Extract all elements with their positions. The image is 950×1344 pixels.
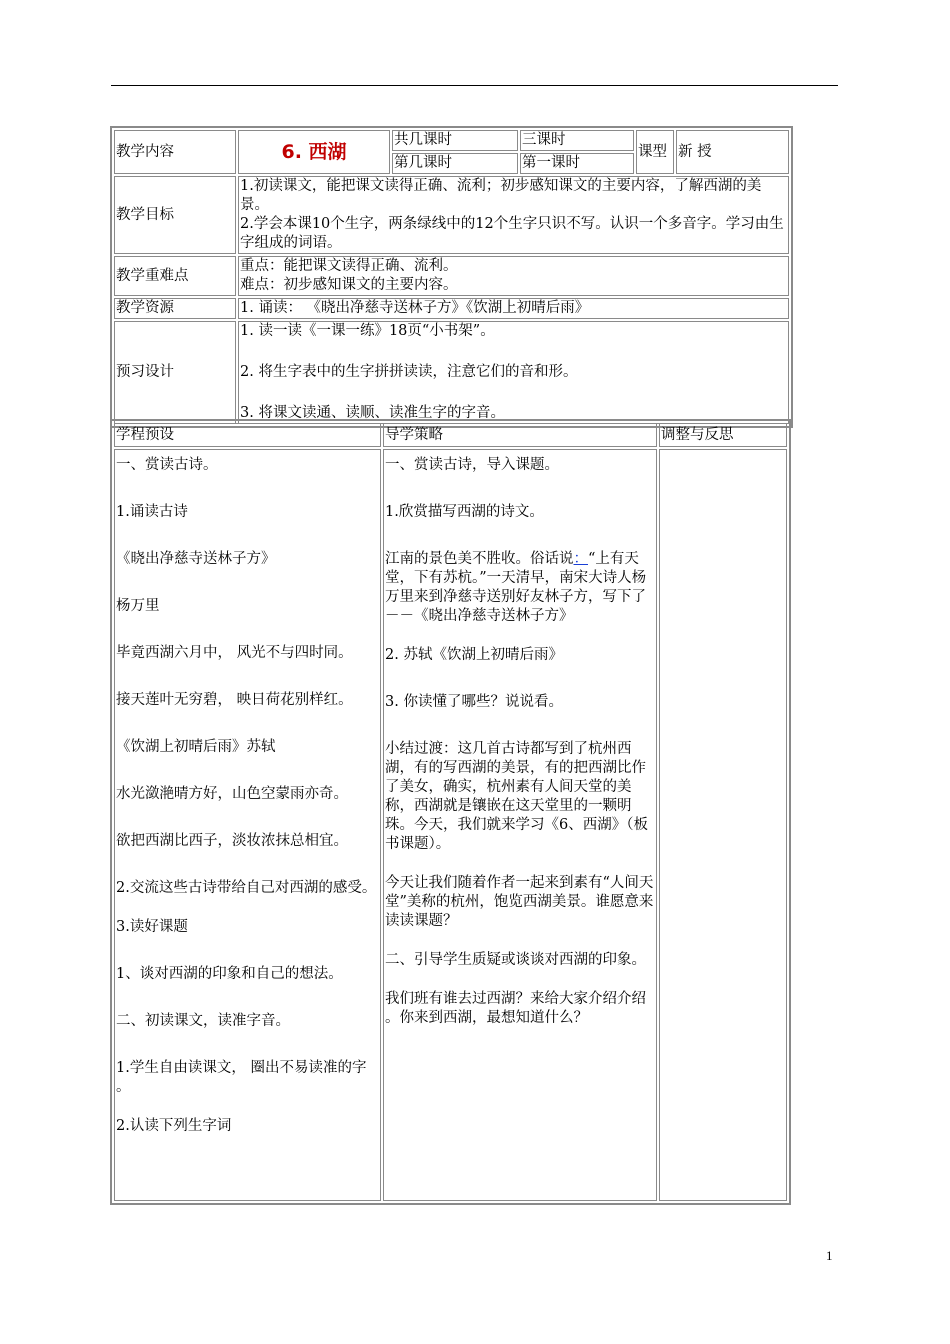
resource-label: 教学资源	[114, 298, 236, 319]
strategy-paragraph: 二、引导学生质疑或谈谈对西湖的印象。	[385, 952, 646, 968]
process-line: 2.认读下列生字词	[116, 1118, 232, 1134]
process-line: 杨万里	[116, 598, 160, 614]
preview-item-3: 3. 将课文读通、读顺、读准生字的字音。	[240, 405, 505, 421]
strategy-paragraph: 一、赏读古诗，导入课题。	[385, 457, 559, 473]
strategy-column	[383, 449, 657, 1201]
plan-header-process: 学程预设	[114, 423, 381, 447]
total-hours-label: 共几课时	[392, 130, 518, 151]
preview-item-2: 2. 将生字表中的生字拼拼读读，注意它们的音和形。	[240, 364, 578, 380]
goals-cell	[238, 176, 789, 254]
header-rule	[111, 85, 838, 86]
lesson-meta-table	[110, 126, 793, 428]
hard-point: 难点：初步感知课文的主要内容。	[240, 277, 458, 293]
resource-value: 1. 诵读： 《晓出净慈寺送林子方》《饮湖上初晴后雨》	[238, 298, 789, 319]
total-hours-value: 三课时	[520, 130, 634, 151]
goal-1: 1.初读课文，能把课文读得正确、流利；初步感知课文的主要内容，了解西湖的美景。	[240, 178, 762, 213]
page-number: 1	[826, 1248, 833, 1263]
type-value: 新 授	[676, 130, 789, 174]
strategy-paragraph: 小结过渡：这几首古诗都写到了杭州西湖，有的写西湖的美景，有的把西湖比作了美女，确实，杭州素有人间天堂的美称，西湖就是镶嵌在这天堂里的一颗明珠。今天，我们就来学习《6、西湖》（板书课题）。	[385, 741, 648, 852]
process-line: 一、赏读古诗。	[116, 457, 218, 473]
plan-header-reflection: 调整与反思	[659, 423, 787, 447]
process-line: 二、初读课文，读准字音。	[116, 1013, 290, 1029]
process-line: 《晓出净慈寺送林子方》	[116, 551, 276, 567]
process-line: 毕竟西湖六月中， 风光不与四时同。	[116, 645, 353, 661]
strategy-paragraph: 我们班有谁去过西湖？来给大家介绍介绍 。你来到西湖，最想知道什么？	[385, 991, 646, 1026]
preview-cell	[238, 321, 789, 424]
strategy-paragraph: 2. 苏轼《饮湖上初晴后雨》	[385, 647, 563, 663]
process-line: 1.诵读古诗	[116, 504, 188, 520]
process-line: 1、谈对西湖的印象和自己的想法。	[116, 966, 343, 982]
strategy-paragraph: 江南的景色美不胜收。俗话说：“上有天堂，下有苏杭。”一天清早，南宋大诗人杨万里来到净慈寺送别好友林子方，写下了－－《晓出净慈寺送林子方》	[385, 551, 647, 624]
strategy-paragraph: 今天让我们随着作者一起来到素有“人间天堂”美称的杭州，饱览西湖美景。谁愿意来读读课题？	[385, 875, 654, 929]
process-line: 1.学生自由读课文， 圈出不易读准的字 。	[116, 1060, 367, 1095]
process-line: 欲把西湖比西子，淡妆浓抹总相宜。	[116, 833, 348, 849]
goals-label: 教学目标	[114, 176, 236, 254]
key-point: 重点：能把课文读得正确、流利。	[240, 258, 458, 274]
process-line: 水光潋滟晴方好，山色空蒙雨亦奇。	[116, 786, 348, 802]
reflection-column	[659, 449, 787, 1201]
process-line: 《饮湖上初晴后雨》苏轼	[116, 739, 276, 755]
preview-item-1: 1. 读一读《一课一练》18页“小书架”。	[240, 323, 495, 339]
type-label: 课型	[636, 130, 674, 174]
lesson-plan-table	[110, 419, 791, 1205]
which-hour-value: 第一课时	[520, 153, 634, 174]
process-column	[114, 449, 381, 1201]
preview-label: 预习设计	[114, 321, 236, 424]
difficulty-label: 教学重难点	[114, 256, 236, 296]
content-label: 教学内容	[114, 130, 236, 174]
plan-header-strategy: 导学策略	[383, 423, 657, 447]
strategy-paragraph: 1.欣赏描写西湖的诗文。	[385, 504, 544, 520]
process-line: 3.读好课题	[116, 919, 188, 935]
goal-2: 2.学会本课10个生字，两条绿线中的12个生字只识不写。认识一个多音字。学习由生字组成的词语。	[240, 216, 784, 251]
strategy-paragraph: 3. 你读懂了哪些？说说看。	[385, 694, 563, 710]
lesson-title: 6. 西湖	[238, 130, 390, 174]
process-line: 接天莲叶无穷碧， 映日荷花别样红。	[116, 692, 353, 708]
colon-link[interactable]: ：	[573, 551, 588, 567]
which-hour-label: 第几课时	[392, 153, 518, 174]
difficulty-cell	[238, 256, 789, 296]
process-line: 2.交流这些古诗带给自己对西湖的感受。	[116, 880, 377, 896]
